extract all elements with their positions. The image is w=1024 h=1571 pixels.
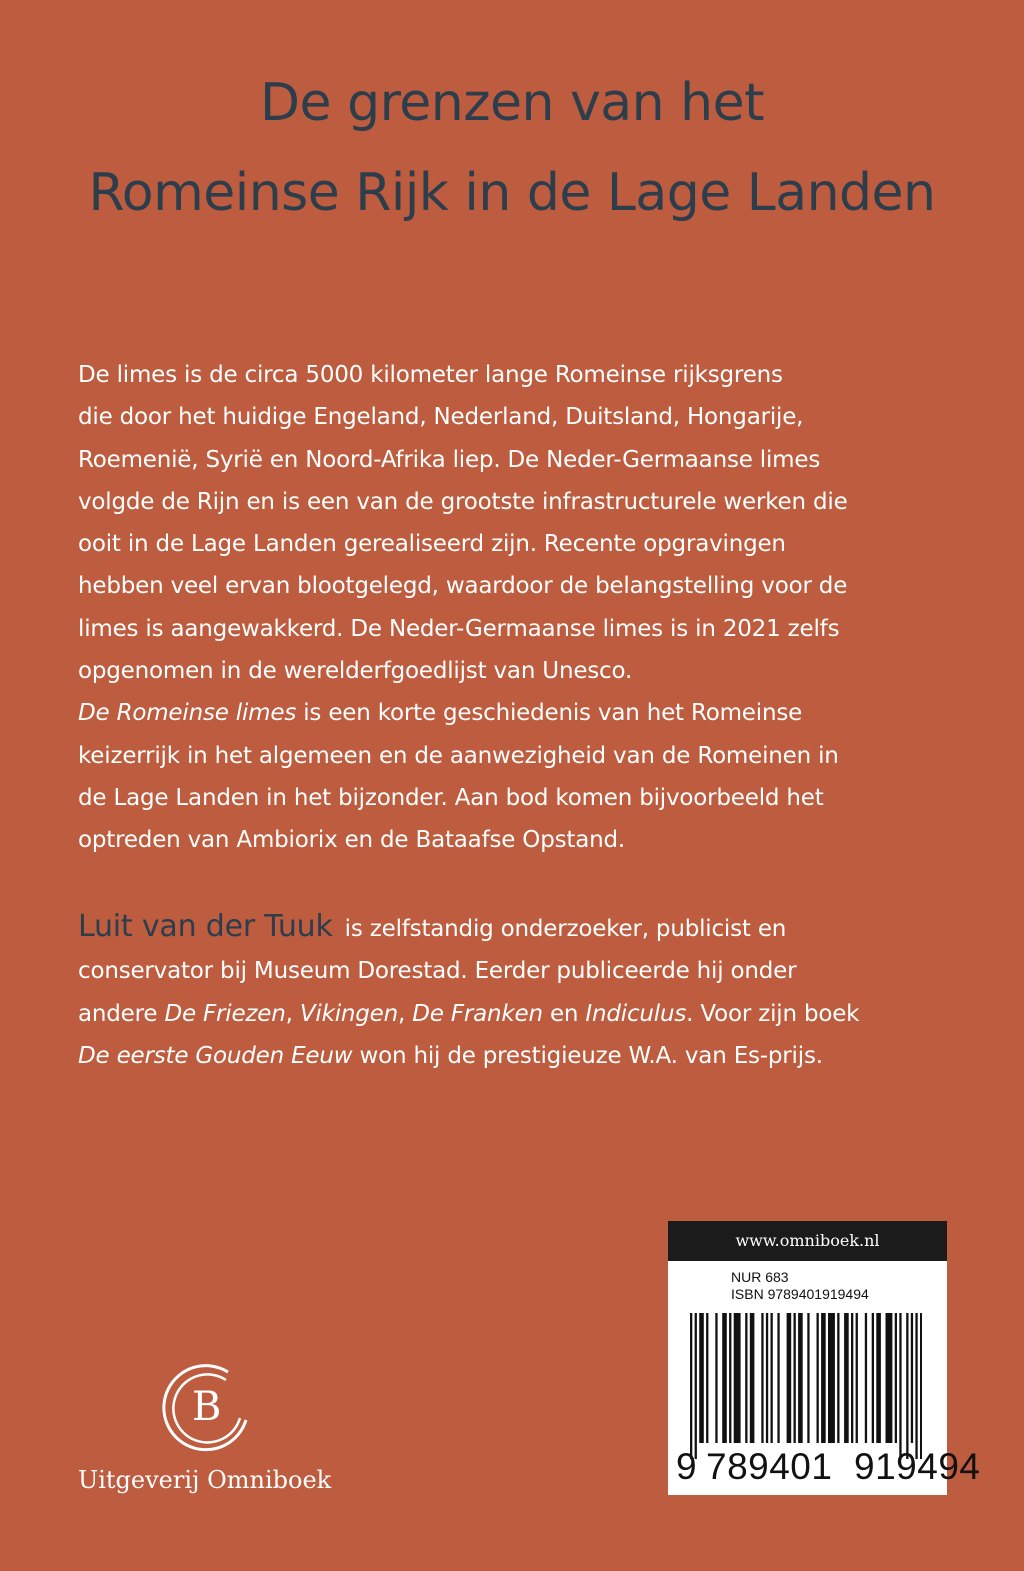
book-title xyxy=(0,58,1024,238)
nur-code: NUR 683 xyxy=(731,1269,789,1285)
description-text: is een korte geschiedenis van het Romeinse xyxy=(296,700,803,727)
description-line xyxy=(78,692,958,734)
book-title-line-2: Romeinse Rijk in de Lage Landen xyxy=(88,163,936,223)
author-bio-line: conservator bij Museum Dorestad. Eerder publiceerde hij onder xyxy=(78,958,797,985)
author-bio-line xyxy=(78,993,958,1035)
description-line: Roemenië, Syrië en Noord-Afrika liep. De Neder-Germaanse limes xyxy=(78,446,821,473)
barcode-bar xyxy=(690,1313,692,1459)
barcode-bar xyxy=(706,1313,708,1443)
barcode-bar xyxy=(745,1313,747,1443)
barcode-meta xyxy=(668,1261,947,1303)
barcode-bar xyxy=(915,1313,917,1459)
barcode-bar xyxy=(911,1313,913,1443)
work-title: De Franken xyxy=(412,1000,543,1027)
work-title: De eerste Gouden Eeuw xyxy=(78,1042,353,1069)
barcode-bar xyxy=(895,1313,897,1443)
description-line: optreden van Ambiorix en de Bataafse Opstand. xyxy=(78,827,625,854)
barcode-bar xyxy=(729,1313,731,1443)
publisher-url: www.omniboek.nl xyxy=(668,1221,947,1261)
book-title-italic: De Romeinse limes xyxy=(78,700,297,727)
author-bio-line xyxy=(78,906,958,950)
work-title: Vikingen xyxy=(299,1000,399,1027)
barcode-bar xyxy=(906,1313,908,1459)
bio-text: en xyxy=(542,1000,586,1027)
isbn-number: ISBN 9789401919494 xyxy=(731,1286,869,1302)
barcode-bar xyxy=(695,1313,697,1459)
description-line: hebben veel ervan blootgelegd, waardoor de belangstelling voor de xyxy=(78,573,848,600)
barcode-bar xyxy=(821,1313,826,1443)
book-description xyxy=(78,354,958,862)
author-bio xyxy=(78,906,958,1077)
barcode-bar xyxy=(817,1313,819,1443)
description-line: De limes is de circa 5000 kilometer lange Romeinse rijksgrens xyxy=(78,362,783,388)
barcode-bar xyxy=(828,1313,835,1443)
work-title: Indiculus xyxy=(585,1000,687,1027)
barcode-lead-digit: 9 xyxy=(676,1446,698,1487)
description-line: keizerrijk in het algemeen en de aanwezigheid van de Romeinen in xyxy=(78,742,839,769)
description-line: volgde de Rijn en is een van de grootste infrastructurele werken die xyxy=(78,488,848,515)
barcode-digits-right: 919494 xyxy=(854,1446,981,1487)
book-title-line-1: De grenzen van het xyxy=(260,73,764,133)
barcode-bar xyxy=(722,1313,727,1443)
publisher-logo-icon xyxy=(150,1352,260,1462)
barcode-bar xyxy=(794,1313,796,1443)
barcode-panel xyxy=(668,1221,981,1495)
bio-text: , xyxy=(398,1000,413,1027)
barcode-bar xyxy=(851,1313,853,1443)
description-line: de Lage Landen in het bijzonder. Aan bod komen bijvoorbeeld het xyxy=(78,784,824,811)
barcode-bar xyxy=(886,1313,893,1443)
bio-text: , xyxy=(285,1000,300,1027)
description-line: limes is aangewakkerd. De Neder-Germaanse limes is in 2021 zelfs xyxy=(78,615,840,642)
barcode-icon xyxy=(690,1313,922,1459)
description-line: opgenomen in de werelderfgoedlijst van Unesco. xyxy=(78,658,633,685)
bio-text: . Voor zijn boek xyxy=(686,1000,860,1027)
barcode-bar xyxy=(807,1313,809,1443)
barcode-bar xyxy=(750,1313,755,1443)
description-line: ooit in de Lage Landen gerealiseerd zijn. Recente opgravingen xyxy=(78,531,786,558)
publisher-logo-letter: B xyxy=(192,1384,222,1430)
barcode-bar xyxy=(734,1313,741,1443)
barcode-bar xyxy=(699,1313,704,1443)
barcode-digits-left: 789401 xyxy=(706,1446,833,1487)
work-title: De Friezen xyxy=(164,1000,286,1027)
barcode-bar xyxy=(715,1313,717,1443)
barcode-bar xyxy=(876,1313,881,1443)
barcode-bar xyxy=(798,1313,803,1443)
barcode-bar xyxy=(856,1313,858,1443)
author-bio-text: is zelfstandig onderzoeker, publicist en xyxy=(344,916,787,942)
description-line: die door het huidige Engeland, Nederland, Duitsland, Hongarije, xyxy=(78,404,804,431)
barcode-bar xyxy=(787,1313,792,1443)
author-bio-line xyxy=(78,1035,958,1077)
barcode-bar xyxy=(777,1313,779,1443)
bio-text: andere xyxy=(78,1000,165,1027)
barcode-bar xyxy=(872,1313,874,1443)
barcode-bar xyxy=(766,1313,768,1443)
bio-text: won hij de prestigieuze W.A. van Es-prijs. xyxy=(352,1042,823,1069)
barcode-bar xyxy=(837,1313,839,1443)
barcode-bar xyxy=(865,1313,867,1443)
publisher-name: Uitgeverij Omniboek xyxy=(78,1466,332,1494)
publisher-logo-graphic xyxy=(150,1352,260,1462)
barcode-digits xyxy=(676,1446,981,1487)
barcode-bar xyxy=(771,1313,773,1443)
barcode-bar xyxy=(844,1313,849,1443)
barcode-bar xyxy=(920,1313,922,1459)
barcode-bar xyxy=(761,1313,763,1443)
author-name: Luit van der Tuuk xyxy=(78,909,333,944)
barcode-bar xyxy=(899,1313,901,1459)
